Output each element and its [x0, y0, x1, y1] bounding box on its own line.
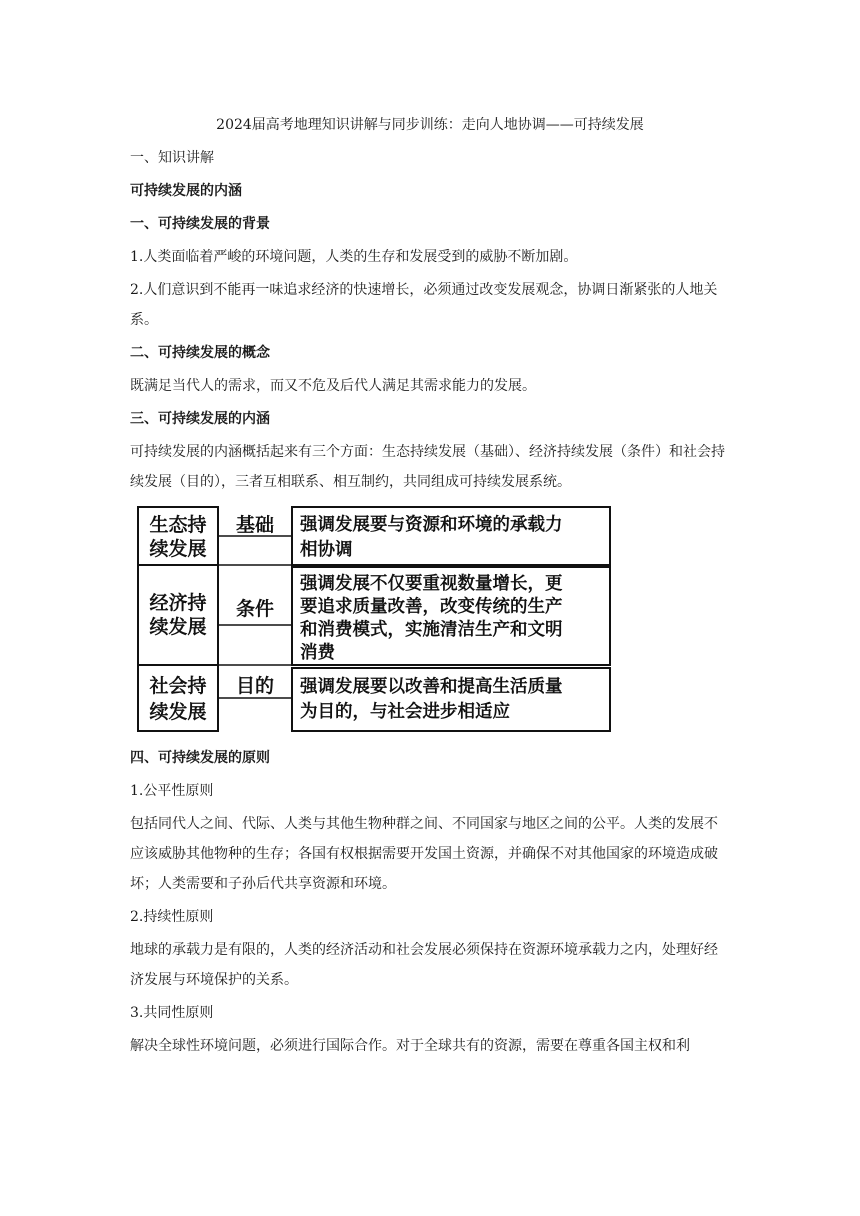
middle-label-purpose: 目的	[235, 675, 275, 697]
principle-2-title: 2.持续性原则	[130, 909, 214, 925]
principle-3-title: 3.共同性原则	[130, 1005, 214, 1021]
document-body	[130, 110, 730, 1064]
left-label-ecology-1: 生态持	[149, 514, 207, 536]
connotation-text: 可持续发展的内涵概括起来有三个方面：生态持续发展（基础）、经济持续发展（条件）和社会持续发展（目的），三者互相联系、相互制约，共同组成可持续发展系统。	[130, 444, 725, 490]
document-title: 2024届高考地理知识讲解与同步训练：走向人地协调——可持续发展	[216, 117, 644, 133]
left-label-society-2: 续发展	[149, 701, 207, 723]
right-text-society-2: 为目的，与社会进步相适应	[300, 702, 510, 722]
right-text-economy-4: 消费	[300, 643, 335, 663]
right-text-economy-3: 和消费模式，实施清洁生产和文明	[300, 620, 563, 640]
heading-background: 一、可持续发展的背景	[130, 216, 270, 232]
left-label-ecology-2: 续发展	[149, 538, 207, 560]
heading-concept: 二、可持续发展的概念	[130, 345, 270, 361]
connotation-diagram	[136, 505, 612, 735]
diagram-svg	[136, 505, 612, 735]
heading-connotation: 三、可持续发展的内涵	[130, 411, 270, 427]
left-label-economy-2: 续发展	[149, 616, 207, 638]
left-label-society-1: 社会持	[149, 675, 207, 697]
background-item-1: 1.人类面临着严峻的环境问题，人类的生存和发展受到的威胁不断加剧。	[130, 249, 578, 265]
right-text-economy-1: 强调发展不仅要重视数量增长，更	[300, 574, 563, 594]
right-text-ecology-2: 相协调	[300, 540, 353, 560]
principle-2-text: 地球的承载力是有限的，人类的经济活动和社会发展必须保持在资源环境承载力之内，处理好经济发展与环境保护的关系。	[130, 942, 718, 988]
principle-1-title: 1.公平性原则	[130, 783, 214, 799]
concept-text: 既满足当代人的需求，而又不危及后代人满足其需求能力的发展。	[130, 378, 536, 394]
background-item-2: 2.人们意识到不能再一味追求经济的快速增长，必须通过改变发展观念，协调日渐紧张的人地关系。	[130, 282, 718, 328]
middle-label-basis: 基础	[235, 514, 275, 536]
heading-principles: 四、可持续发展的原则	[130, 750, 270, 766]
middle-label-condition: 条件	[235, 598, 275, 620]
right-text-ecology-1: 强调发展要与资源和环境的承载力	[300, 515, 563, 535]
left-box-economy	[138, 565, 218, 665]
section-heading-knowledge: 一、知识讲解	[130, 150, 214, 166]
principle-1-text: 包括同代人之间、代际、人类与其他生物种群之间、不同国家与地区之间的公平。人类的发展不应该威胁其他物种的生存；各国有权根据需要开发国土资源，并确保不对其他国家的环境造成破坏；人类需要和子孙后代共享资源和环境。	[130, 816, 718, 892]
left-label-economy-1: 经济持	[149, 592, 207, 614]
right-text-society-1: 强调发展要以改善和提高生活质量	[300, 677, 563, 697]
principle-3-text: 解决全球性环境问题，必须进行国际合作。对于全球共有的资源，需要在尊重各国主权和利	[130, 1038, 690, 1054]
right-text-economy-2: 要追求质量改善，改变传统的生产	[300, 597, 563, 617]
subtitle-meaning: 可持续发展的内涵	[130, 183, 242, 199]
